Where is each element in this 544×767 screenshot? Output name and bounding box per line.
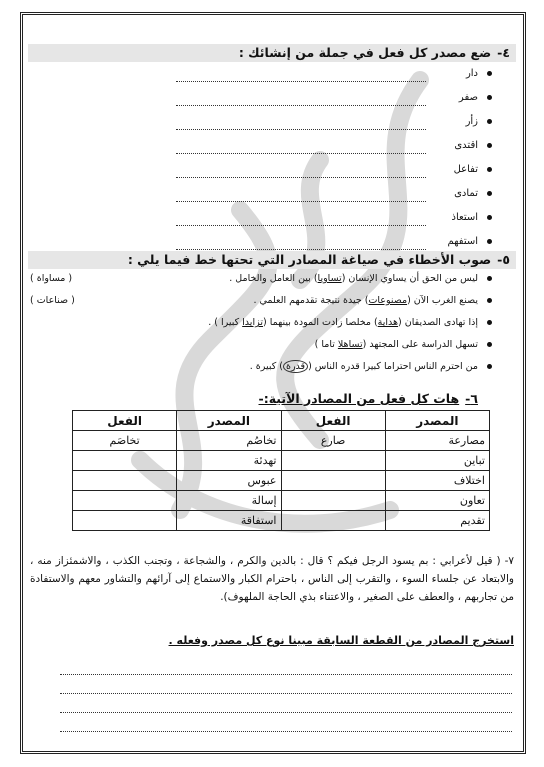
- bullet-icon: [487, 239, 492, 244]
- sentence-text: من احترم الناس احتراما كبيرا قدره الناس (: [308, 361, 478, 372]
- table-row: [73, 491, 490, 511]
- sentence-text: كبيرا ) .: [208, 317, 243, 328]
- source-cell: اختلاف: [385, 471, 489, 491]
- bullet-icon: [487, 143, 492, 148]
- verb-cell[interactable]: [73, 471, 177, 491]
- bullet-icon: [487, 276, 492, 281]
- q5-title: صوب الأخطاء في صياغة المصادر التي تحتها خط فيما يلي :: [127, 252, 492, 267]
- underlined-source: هداية: [377, 317, 399, 328]
- verb-word: اقتدى: [454, 140, 478, 151]
- answer-line[interactable]: [60, 694, 512, 713]
- q7-paragraph: [30, 552, 514, 606]
- table-header: الفعل: [281, 411, 385, 431]
- verb-cell: صارع: [281, 431, 385, 451]
- verb-word: صفر: [458, 92, 478, 103]
- table-row: [73, 511, 490, 531]
- sentence-row: [30, 360, 492, 382]
- table-header: المصدر: [385, 411, 489, 431]
- source-cell: تخاصُم: [177, 431, 281, 451]
- verb-cell[interactable]: [281, 491, 385, 511]
- verb-cell[interactable]: [73, 491, 177, 511]
- q7-task: استخرج المصادر من القطعة السابقة مبينا نوع كل مصدر وفعله .: [168, 634, 514, 647]
- bullet-icon: [487, 71, 492, 76]
- sentence-row: [30, 294, 492, 316]
- answer-line[interactable]: [176, 215, 426, 226]
- answer-line[interactable]: [60, 713, 512, 732]
- sentence-text: تسهل الدراسة على المجتهد (: [362, 339, 478, 350]
- correction-hint: ( صناعات ): [30, 295, 75, 306]
- source-cell: عبوس: [177, 471, 281, 491]
- answer-line[interactable]: [176, 71, 426, 82]
- sentence-text: يصنع الغرب الآن (: [407, 295, 478, 306]
- sentence-row: [30, 338, 492, 360]
- verb-cell[interactable]: [281, 471, 385, 491]
- source-cell: تقديم: [385, 511, 489, 531]
- correction-hint: ( مساواة ): [30, 273, 73, 284]
- source-cell: تعاون: [385, 491, 489, 511]
- underlined-source: تساويا: [317, 273, 342, 284]
- sentence-text: ) كبيرة .: [249, 361, 283, 372]
- sentence-text: ليس من الحق أن يساوي الإنسان (: [341, 273, 478, 284]
- q5-header: [28, 251, 516, 269]
- q6-header: [180, 390, 484, 408]
- verb-cell[interactable]: [281, 511, 385, 531]
- sentence-text: إذا تهادى الصديقان (: [398, 317, 478, 328]
- answer-line[interactable]: [176, 143, 426, 154]
- verb-row: [30, 186, 492, 210]
- answer-line[interactable]: [60, 675, 512, 694]
- answer-line[interactable]: [176, 119, 426, 130]
- q6-title: هات كل فعل من المصادر الآتية:-: [258, 391, 460, 406]
- verb-word: تفاعل: [453, 164, 478, 175]
- source-cell: تباين: [385, 451, 489, 471]
- verb-word: تمادى: [454, 188, 478, 199]
- table-header-row: [73, 411, 490, 431]
- q4-title: ضع مصدر كل فعل في جملة من إنشائك :: [238, 45, 492, 60]
- q4-verb-list: [30, 66, 492, 258]
- underlined-source: مصنوعات: [368, 295, 408, 306]
- bullet-icon: [487, 364, 492, 369]
- bullet-icon: [487, 191, 492, 196]
- table-row: [73, 431, 490, 451]
- table-row: [73, 451, 490, 471]
- q7-answer-lines: [60, 656, 512, 732]
- bullet-icon: [487, 119, 492, 124]
- verb-row: [30, 162, 492, 186]
- source-cell: تهدئة: [177, 451, 281, 471]
- verb-row: [30, 66, 492, 90]
- verb-cell[interactable]: [73, 511, 177, 531]
- verb-word: استفهم: [447, 236, 478, 247]
- q6-sources-table: [72, 410, 490, 531]
- q4-number: ٤-: [497, 45, 510, 60]
- q7-text: ( قيل لأعرابي : بم يسود الرجل فيكم ؟ قال : بالدين والكرم ، والشجاعة ، وتجنب الكذب ، والاشمئزاز منه ، والابتعاد عن جلساء السوء ، والتقرب إلى الناس ، باحترام الكبار والاستماع إلى آرائهم والتشاور معهم والاستفادة من تجاربهم ، والعطف على الصغير ، والاعتناء بذي الحاجة الملهوف).: [30, 555, 514, 603]
- verb-cell: تخاصَم: [73, 431, 177, 451]
- verb-row: [30, 210, 492, 234]
- table-header: الفعل: [73, 411, 177, 431]
- bullet-icon: [487, 320, 492, 325]
- underlined-source: قدرة: [283, 360, 308, 373]
- q5-number: ٥-: [497, 252, 510, 267]
- verb-row: [30, 114, 492, 138]
- source-cell: مصارعة: [385, 431, 489, 451]
- bullet-icon: [487, 215, 492, 220]
- underlined-source: تزايدا: [242, 317, 263, 328]
- sentence-text: تاما ): [314, 339, 338, 350]
- answer-line[interactable]: [176, 95, 426, 106]
- verb-word: استعاذ: [451, 212, 478, 223]
- answer-line[interactable]: [176, 167, 426, 178]
- answer-line[interactable]: [176, 191, 426, 202]
- verb-word: زأر: [465, 116, 478, 127]
- sentence-row: [30, 272, 492, 294]
- answer-line[interactable]: [60, 656, 512, 675]
- verb-cell[interactable]: [281, 451, 385, 471]
- q7-number: ٧-: [504, 555, 515, 567]
- underlined-source: تساهلا: [337, 339, 363, 350]
- q5-sentence-list: [30, 272, 492, 382]
- source-cell: إسالة: [177, 491, 281, 511]
- source-cell: استفاقة: [177, 511, 281, 531]
- verb-word: دار: [465, 68, 478, 79]
- sentence-text: ) مخلصا زادت المودة بينهما (: [262, 317, 378, 328]
- table-row: [73, 471, 490, 491]
- sentence-text: ) جيدة نتيجة تقدمهم العلمي .: [253, 295, 369, 306]
- verb-row: [30, 90, 492, 114]
- bullet-icon: [487, 167, 492, 172]
- answer-line[interactable]: [176, 239, 426, 250]
- sentence-text: ) بين العامل والخامل .: [229, 273, 318, 284]
- verb-row: [30, 138, 492, 162]
- bullet-icon: [487, 95, 492, 100]
- sentence-row: [30, 316, 492, 338]
- verb-cell[interactable]: [73, 451, 177, 471]
- table-header: المصدر: [177, 411, 281, 431]
- q4-header: [28, 44, 516, 62]
- bullet-icon: [487, 298, 492, 303]
- bullet-icon: [487, 342, 492, 347]
- q6-number: ٦-: [465, 391, 478, 406]
